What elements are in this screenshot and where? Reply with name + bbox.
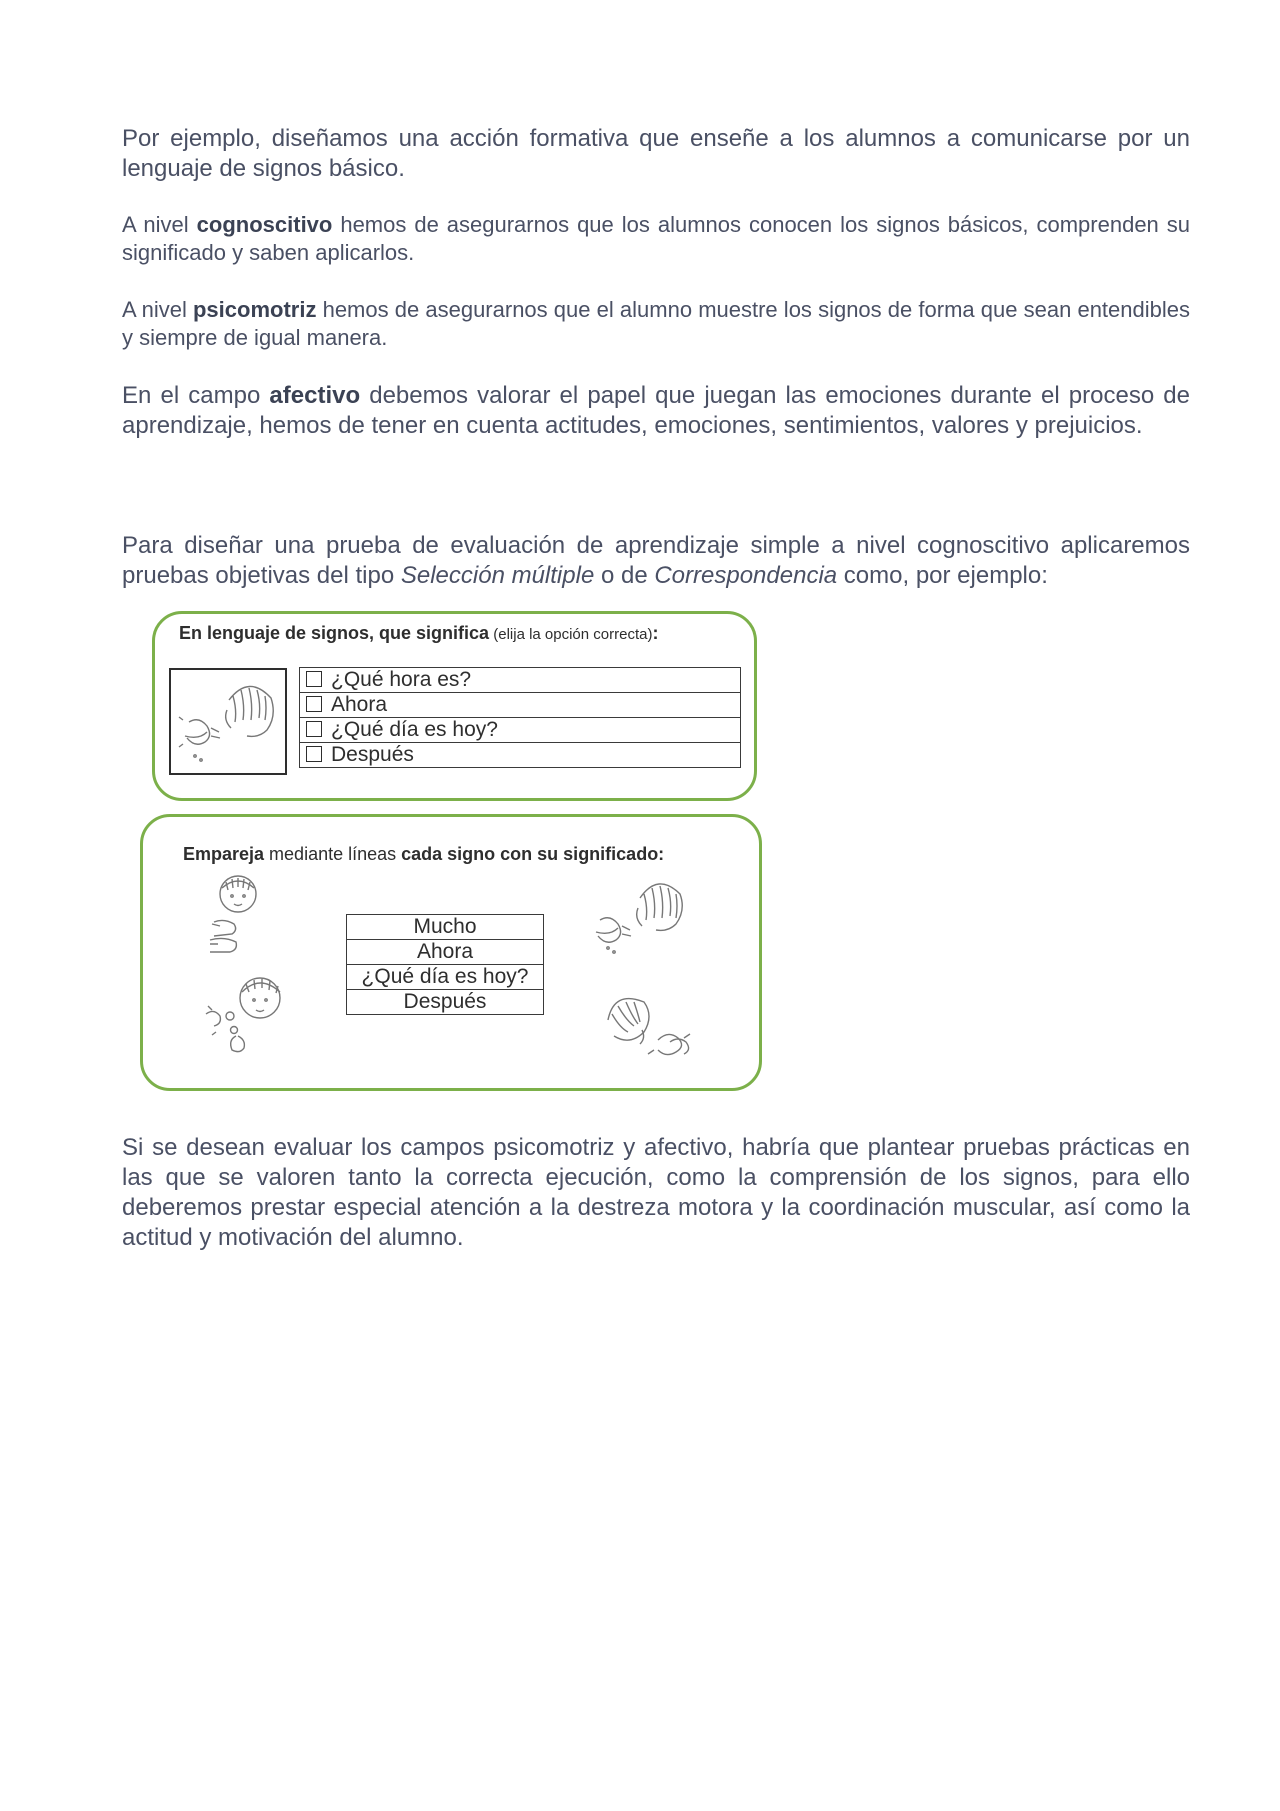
checkbox-icon[interactable] bbox=[306, 696, 322, 712]
meaning-label: Después bbox=[347, 990, 544, 1015]
meaning-row bbox=[347, 965, 544, 990]
term-psicomotriz: psicomotriz bbox=[192, 297, 317, 322]
option-row[interactable] bbox=[300, 693, 741, 718]
title-hint: (elija la opción correcta) bbox=[489, 626, 653, 643]
meaning-label: ¿Qué día es hoy? bbox=[347, 965, 544, 990]
term-correspondencia: Correspondencia bbox=[654, 562, 838, 589]
meaning-row bbox=[347, 915, 544, 940]
text-run: debemos valorar el papel que juegan las emociones durante el proceso de aprendizaje, hemos de tener en cuenta actitudes, emociones, sentimientos, valores y prejuicios. bbox=[122, 382, 1190, 439]
sign-figure-bottom-right-icon bbox=[598, 990, 698, 1070]
paragraph-intro bbox=[122, 124, 1190, 184]
sign-figure-top-right-icon bbox=[590, 868, 690, 958]
text-run: hemos de asegurarnos que el alumno muestre los signos de forma que sean entendibles y siempre de igual manera. bbox=[122, 297, 1190, 350]
sign-image-frame bbox=[169, 668, 287, 775]
option-row[interactable] bbox=[300, 668, 741, 693]
paragraph-intro-text: Por ejemplo, diseñamos una acción formativa que enseñe a los alumnos a comunicarse por un lenguaje de signos básico. bbox=[122, 125, 1190, 182]
title-bold: Empareja bbox=[183, 844, 265, 864]
paragraph-conclusion-text: Si se desean evaluar los campos psicomotriz y afectivo, habría que plantear pruebas prácticas en las que se valoren tanto la correcta ejecución, como la comprensión de los signos, para ello deberemos prestar especial atención a la destreza motora y la coordinación muscular, así como la actitud y motivación del alumno. bbox=[122, 1134, 1190, 1251]
text-run: o de bbox=[594, 562, 655, 589]
paragraph-cognoscitivo bbox=[122, 211, 1190, 267]
sign-figure-bottom-left-icon bbox=[198, 970, 293, 1058]
meaning-row bbox=[347, 990, 544, 1015]
text-run: hemos de asegurarnos que los alumnos conocen los signos básicos, comprenden su significado y saben aplicarlos. bbox=[122, 212, 1190, 265]
term-cognoscitivo: cognoscitivo bbox=[196, 212, 333, 237]
paragraph-afectivo bbox=[122, 381, 1190, 441]
meaning-label: Ahora bbox=[347, 940, 544, 965]
title-colon: : bbox=[652, 623, 659, 643]
checkbox-icon[interactable] bbox=[306, 746, 322, 762]
option-label: Después bbox=[331, 743, 414, 766]
paragraph-conclusion bbox=[122, 1133, 1190, 1253]
meanings-table bbox=[346, 914, 544, 1015]
text-run: En el campo bbox=[122, 382, 270, 409]
sign-figure-top-left-icon bbox=[200, 870, 270, 965]
paragraph-evaluacion bbox=[122, 531, 1190, 591]
text-run: Para diseñar una prueba de evaluación de aprendizaje simple a nivel cognoscitivo aplicaremos pruebas objetivas del tipo bbox=[122, 532, 1190, 589]
multiple-choice-title bbox=[179, 623, 658, 644]
checkbox-icon[interactable] bbox=[306, 671, 322, 687]
option-label: ¿Qué día es hoy? bbox=[331, 718, 498, 741]
text-run: A nivel bbox=[122, 297, 193, 322]
term-afectivo: afectivo bbox=[269, 382, 361, 409]
paragraph-psicomotriz bbox=[122, 296, 1190, 352]
option-row[interactable] bbox=[300, 743, 741, 768]
term-seleccion-multiple: Selección múltiple bbox=[400, 562, 595, 589]
option-label: ¿Qué hora es? bbox=[331, 668, 472, 691]
text-run: A nivel bbox=[122, 212, 197, 237]
title-normal: mediante líneas bbox=[264, 844, 402, 864]
meaning-label: Mucho bbox=[347, 915, 544, 940]
sign-figure-icon bbox=[171, 670, 285, 773]
meaning-row bbox=[347, 940, 544, 965]
matching-title bbox=[183, 844, 664, 865]
title-bold: En lenguaje de signos, que significa bbox=[179, 623, 490, 643]
text-run: como, por ejemplo: bbox=[837, 562, 1048, 589]
option-label: Ahora bbox=[331, 693, 388, 716]
title-bold: cada signo con su significado: bbox=[401, 844, 665, 864]
options-table bbox=[299, 667, 741, 768]
checkbox-icon[interactable] bbox=[306, 721, 322, 737]
option-row[interactable] bbox=[300, 718, 741, 743]
